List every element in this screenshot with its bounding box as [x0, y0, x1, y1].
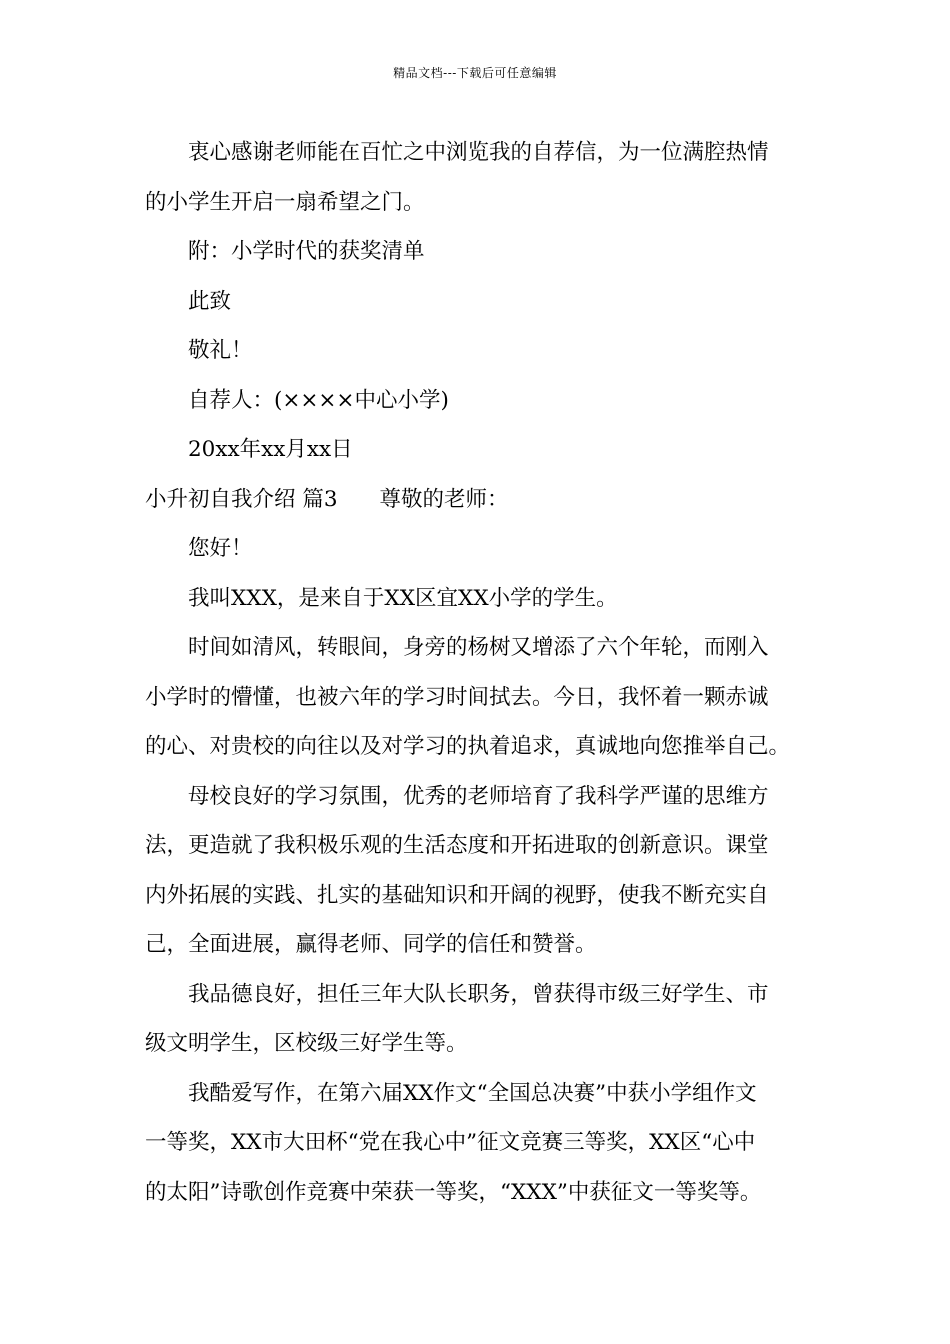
paragraph-line: 的小学生开启一扇希望之门。: [145, 189, 425, 215]
signature-line: 自荐人：(××××中心小学): [188, 387, 449, 413]
paragraph-line: 的心、对贵校的向往以及对学习的执着追求，真诚地向您推举自己。: [145, 734, 791, 759]
paragraph-line: 一等奖，XX市大田杯“党在我心中”征文竞赛三等奖，XX区“心中: [145, 1130, 756, 1155]
closing-salutation: 此致: [188, 288, 232, 314]
paragraph-line: 级文明学生，区校级三好学生等。: [145, 1031, 468, 1056]
paragraph-line: 我酷爱写作，在第六届XX作文“全国总决赛”中获小学组作文: [188, 1080, 757, 1106]
document-body: [145, 128, 810, 1217]
paragraph-line: 小学时的懵懂，也被六年的学习时间拭去。今日，我怀着一颗赤诚: [145, 684, 769, 710]
paragraph-line: 衷心感谢老师能在百忙之中浏览我的自荐信，为一位满腔热情: [188, 140, 769, 165]
section-heading-line: [145, 475, 810, 525]
greeting-line: 您好！: [188, 536, 253, 561]
section-heading: 小升初自我介绍 篇3: [145, 486, 338, 512]
attachment-note: 附：小学时代的获奖清单: [188, 239, 425, 264]
paragraph-line: 己，全面进展，赢得老师、同学的信任和赞誉。: [145, 932, 597, 957]
greeting-salutation: 尊敬的老师：: [379, 486, 509, 512]
paragraph-line: 母校良好的学习氛围，优秀的老师培育了我科学严谨的思维方: [188, 783, 769, 809]
closing-respect: 敬礼！: [188, 338, 253, 363]
date-line: 20xx年xx月xx日: [188, 437, 353, 462]
paragraph-line: 我叫XXX，是来自于XX区宜XX小学的学生。: [188, 585, 618, 611]
page-header: 精品文档---下载后可任意编辑: [393, 66, 557, 80]
paragraph-line: 法，更造就了我积极乐观的生活态度和开拓进取的创新意识。课堂: [145, 833, 769, 858]
paragraph-line: 的太阳”诗歌创作竞赛中荣获一等奖，“XXX”中获征文一等奖等。: [145, 1179, 762, 1205]
paragraph-line: 我品德良好，担任三年大队长职务，曾获得市级三好学生、市: [188, 981, 769, 1007]
paragraph-line: 时间如清风，转眼间，身旁的杨树又增添了六个年轮，而刚入: [188, 635, 769, 660]
paragraph-line: 内外拓展的实践、扎实的基础知识和开阔的视野，使我不断充实自: [145, 882, 769, 908]
